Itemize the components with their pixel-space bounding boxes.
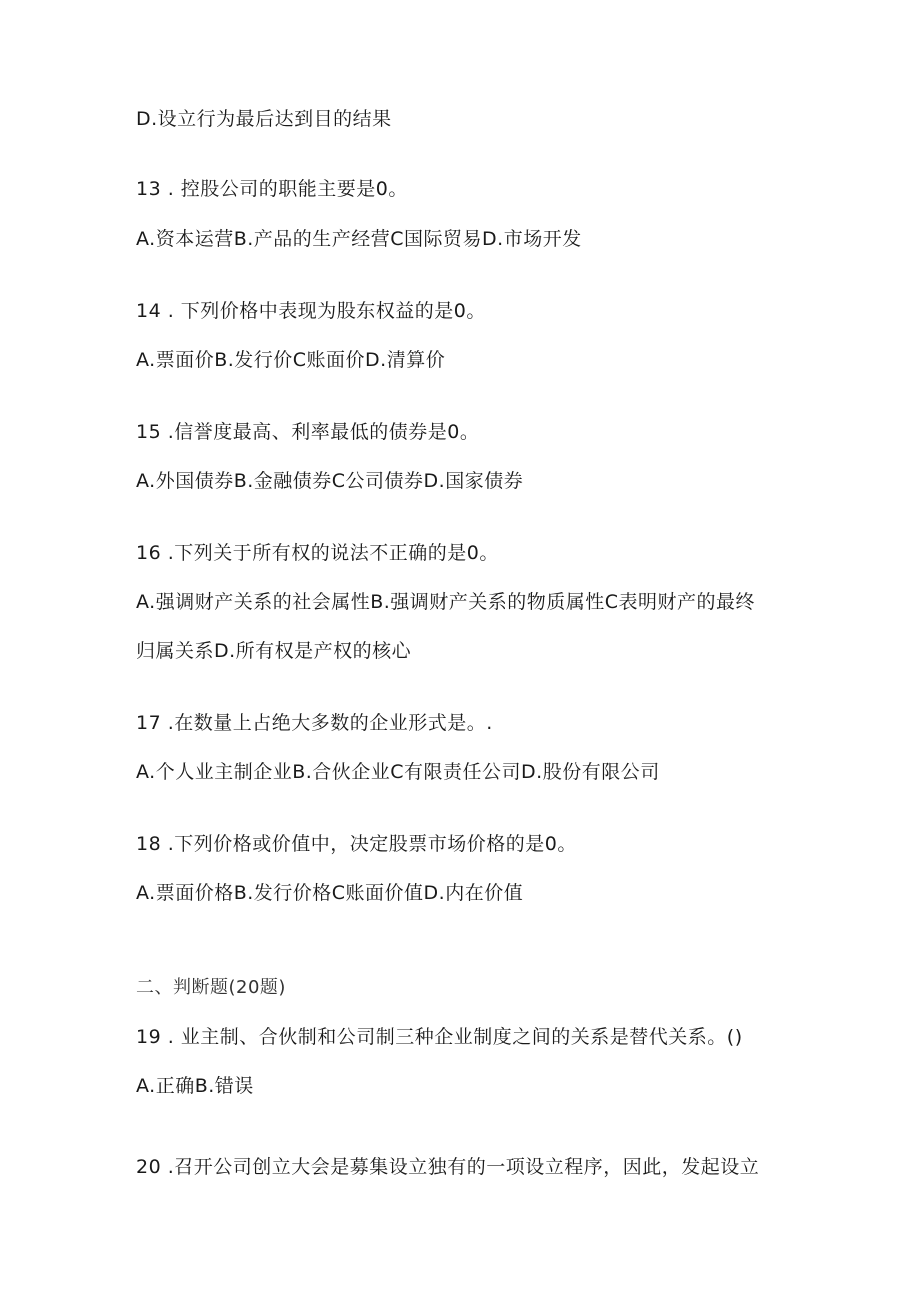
options-18: A.票面价格B.发行价格C账面价值D.内在价值 (136, 882, 524, 904)
question-16: 16 .下列关于所有权的说法不正确的是0。 (136, 542, 499, 564)
options-16-continued: 归属关系D.所有权是产权的核心 (136, 640, 412, 662)
question-20: 20 .召开公司创立大会是募集设立独有的一项设立程序，因此，发起设立 (136, 1156, 760, 1178)
options-13: A.资本运营B.产品的生产经营C国际贸易D.市场开发 (136, 228, 582, 250)
question-13: 13 . 控股公司的职能主要是0。 (136, 178, 408, 200)
options-19: A.正确B.错误 (136, 1075, 254, 1097)
options-15: A.外国债券B.金融债券C公司债券D.国家债券 (136, 470, 524, 492)
question-19: 19 . 业主制、合伙制和公司制三种企业制度之间的关系是替代关系。() (136, 1026, 743, 1048)
question-15: 15 .信誉度最高、利率最低的债券是0。 (136, 421, 480, 443)
question-17: 17 .在数量上占绝大多数的企业形式是。. (136, 712, 493, 734)
option-line-12: D.设立行为最后达到目的结果 (136, 108, 392, 130)
question-14: 14 . 下列价格中表现为股东权益的是0。 (136, 300, 486, 322)
options-14: A.票面价B.发行价C账面价D.清算价 (136, 349, 446, 371)
section-heading: 二、判断题(20题) (136, 977, 286, 998)
options-17: A.个人业主制企业B.合伙企业C有限责任公司D.股份有限公司 (136, 761, 660, 783)
question-18: 18 .下列价格或价值中，决定股票市场价格的是0。 (136, 833, 577, 855)
options-16: A.强调财产关系的社会属性B.强调财产关系的物质属性C表明财产的最终 (136, 591, 756, 613)
